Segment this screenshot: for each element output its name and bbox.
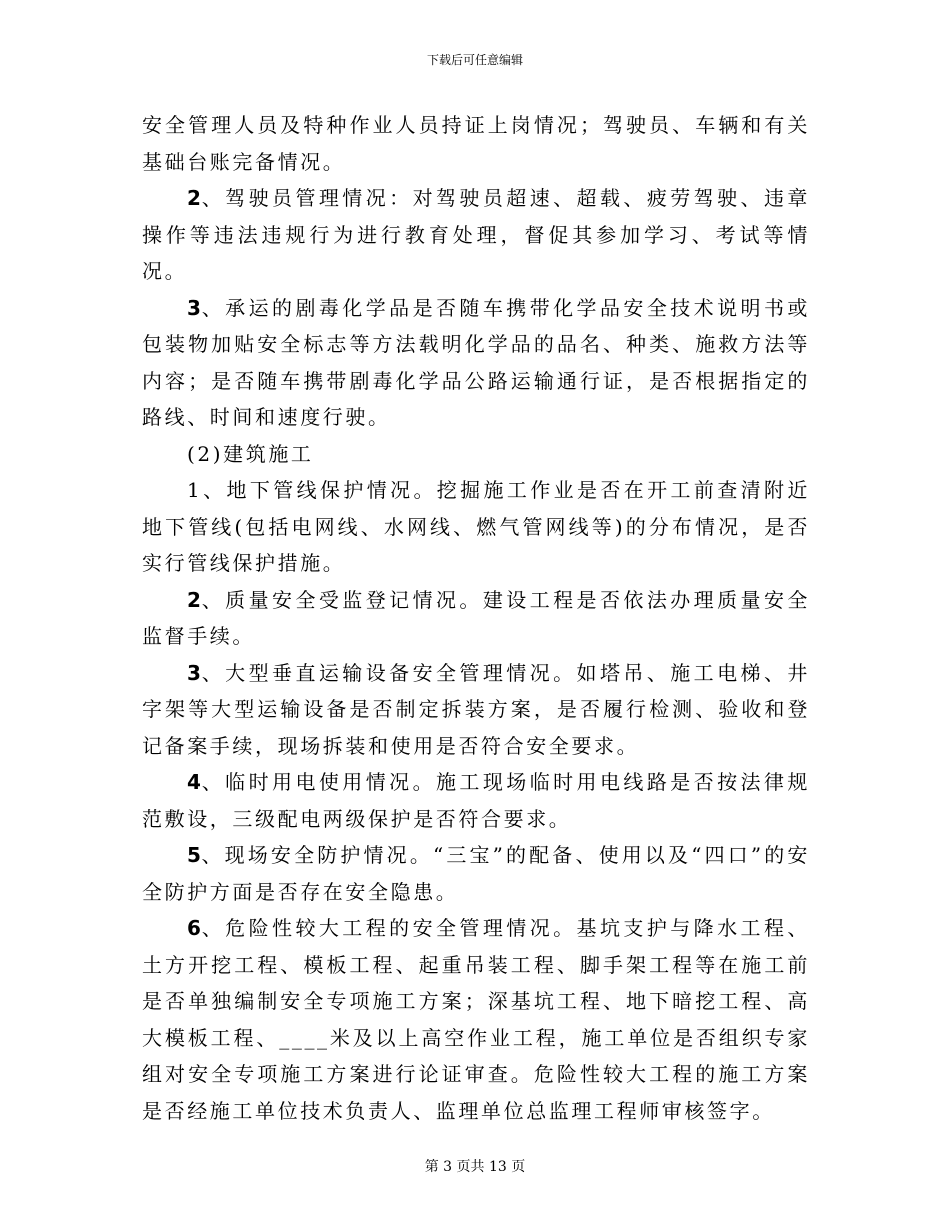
paragraph-underground-pipelines: 1、地下管线保护情况。挖掘施工作业是否在开工前查清附近地下管线(包括电网线、水网线、燃气管网线等)的分布情况，是否实行管线保护措施。 [142, 478, 810, 575]
document-body [142, 107, 810, 1129]
paragraph-text: 、临时用电使用情况。施工现场临时用电线路是否按法律规范敷设，三级配电两级保护是否符合要求。 [142, 770, 810, 831]
paragraph-continuation: 安全管理人员及特种作业人员持证上岗情况；驾驶员、车辆和有关基础台账完备情况。 [142, 113, 810, 174]
paragraph-text: 、驾驶员管理情况：对驾驶员超速、超载、疲劳驾驶、违章操作等违法违规行为进行教育处理，督促其参加学习、考试等情况。 [142, 186, 810, 283]
paragraph-text: 、大型垂直运输设备安全管理情况。如塔吊、施工电梯、井字架等大型运输设备是否制定拆装方案，是否履行检测、验收和登记备案手续，现场拆装和使用是否符合安全要求。 [142, 660, 810, 758]
section-heading-construction: (2)建筑施工 [187, 441, 314, 466]
page-header: 下载后可任意编辑 [426, 53, 523, 67]
paragraph-vertical-transport-equipment [142, 655, 810, 765]
item-number: 2 [187, 587, 201, 612]
paragraph-temporary-electricity [142, 764, 810, 837]
paragraph-hazardous-chemicals [142, 290, 810, 436]
item-number: 4 [187, 770, 201, 794]
item-number: 2 [187, 186, 201, 210]
paragraph-text: 、现场安全防护情况。“三宝”的配备、使用以及“四口”的安全防护方面是否存在安全隐患。 [142, 843, 810, 904]
page-footer: 第 3 页共 13 页 [424, 1159, 526, 1175]
item-number: 5 [187, 843, 201, 867]
item-number: 3 [187, 295, 201, 320]
paragraph-text: 、承运的剧毒化学品是否随车携带化学品安全技术说明书或包装物加贴安全标志等方法载明化学品的品名、种类、施救方法等内容；是否随车携带剧毒化学品公路运输通行证，是否根据指定的路线、时间和速度行驶。 [142, 295, 810, 429]
paragraph-text: 、危险性较大工程的安全管理情况。基坑支护与降水工程、土方开挖工程、模板工程、起重吊装工程、脚手架工程等在施工前是否单独编制安全专项施工方案；深基坑工程、地下暗挖工程、高大模板工程、____米及以上高空作业工程，施工单位是否组织专家组对安全专项施工方案进行论证审查。危险性较大工程的施工方案是否经施工单位技术负责人、监理单位总监理工程师审核签字。 [142, 916, 810, 1123]
paragraph-site-safety-protection [142, 837, 810, 910]
item-number: 3 [187, 660, 201, 685]
paragraph-driver-management [142, 180, 810, 290]
paragraph-text: 、质量安全受监登记情况。建设工程是否依法办理质量安全监督手续。 [142, 587, 810, 648]
paragraph-high-risk-engineering [142, 910, 810, 1129]
paragraph-quality-safety-registration [142, 582, 810, 655]
item-number: 6 [187, 916, 201, 940]
